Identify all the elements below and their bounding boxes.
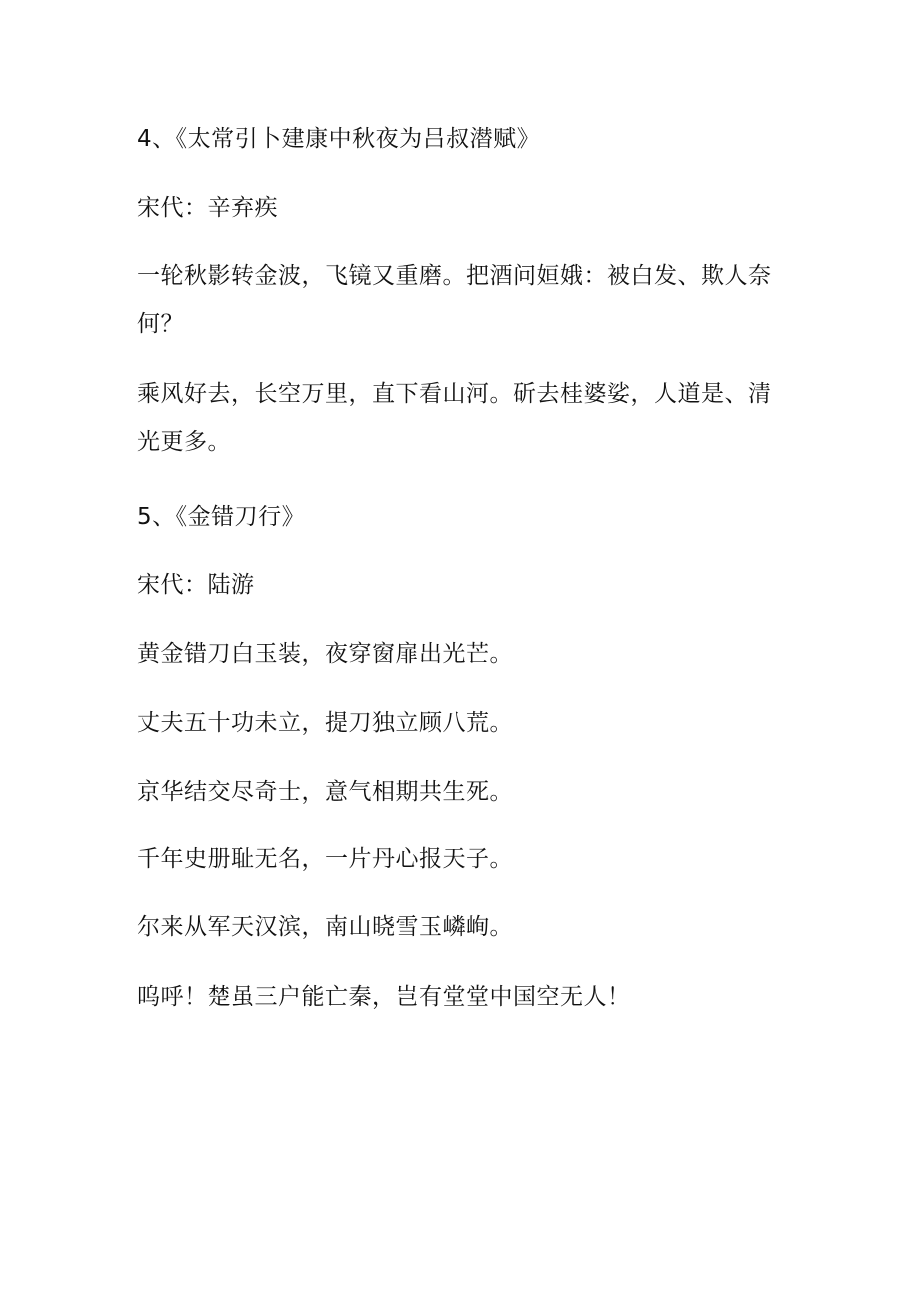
- poem-4-stanza-1-line-1: 一轮秋影转金波，飞镜又重磨。把酒问姮娥：被白发、欺人奈: [137, 263, 772, 289]
- poem-5-line: 京华结交尽奇士，意气相期共生死。: [137, 779, 513, 805]
- poem-4-heading: 4、《太常引卜建康中秋夜为吕叔潜赋》: [137, 126, 541, 152]
- poem-4-author: 宋代：辛弃疾: [137, 195, 278, 221]
- poem-5-line: 呜呼！楚虽三户能亡秦，岂有堂堂中国空无人！: [137, 984, 631, 1010]
- poem-5-author: 宋代：陆游: [137, 572, 255, 598]
- poem-5-line: 丈夫五十功未立，提刀独立顾八荒。: [137, 710, 513, 736]
- poem-5-heading: 5、《金错刀行》: [137, 504, 306, 530]
- poem-4-stanza-1: [137, 252, 777, 348]
- poem-4-stanza-2-line-2: 光更多。: [137, 429, 231, 455]
- poem-5-line: 千年史册耻无名，一片丹心报天子。: [137, 846, 513, 872]
- poem-4-stanza-1-line-2: 何？: [137, 311, 184, 337]
- poem-5-line: 黄金错刀白玉装，夜穿窗扉出光芒。: [137, 641, 513, 667]
- poem-5-line: 尔来从军天汉滨，南山晓雪玉嶙峋。: [137, 914, 513, 940]
- poem-4-stanza-2-line-1: 乘风好去，长空万里，直下看山河。斫去桂婆娑，人道是、清: [137, 381, 772, 407]
- poem-4-stanza-2: [137, 370, 777, 466]
